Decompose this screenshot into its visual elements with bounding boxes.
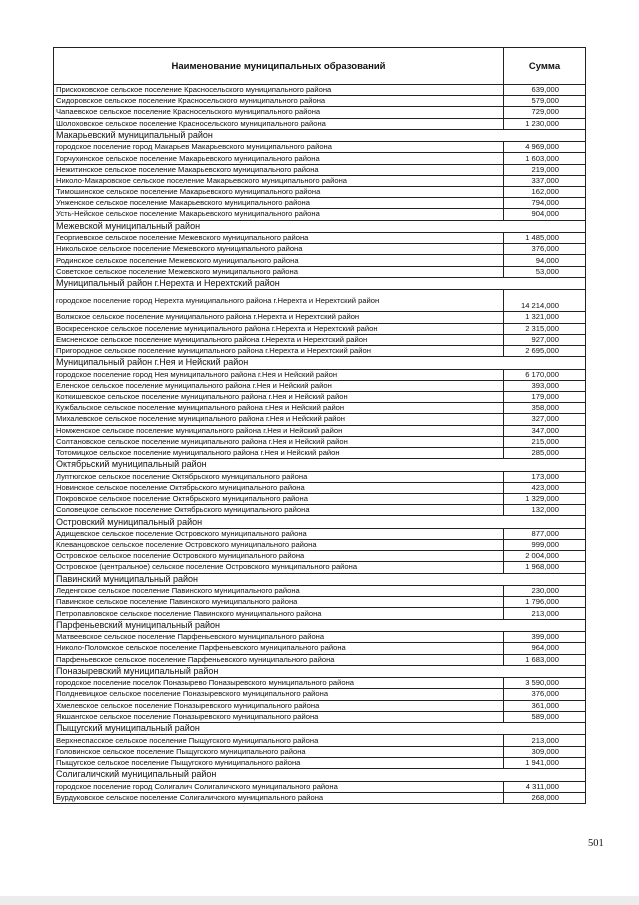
municipality-name: Луптюгское сельское поселение Октябрьского муниципального района xyxy=(54,471,504,482)
municipality-name: городское поселение город Макарьев Макарьевского муниципального района xyxy=(54,142,504,153)
municipality-name: Матвеевское сельское поселение Парфеньевского муниципального района xyxy=(54,632,504,643)
table-row xyxy=(54,142,586,153)
table-row xyxy=(54,654,586,665)
municipality-name: Прискоковское сельское поселение Красносельского муниципального района xyxy=(54,85,504,96)
table-row xyxy=(54,345,586,356)
municipality-name: Советское сельское поселение Межевского муниципального района xyxy=(54,266,504,277)
table-row xyxy=(54,96,586,107)
municipality-name: Солтановское сельское поселение муниципального района г.Нея и Нейский район xyxy=(54,436,504,447)
amount: 337,000 xyxy=(504,175,586,186)
amount: 589,000 xyxy=(504,711,586,722)
municipality-name: Тимошинское сельское поселение Макарьевского муниципального района xyxy=(54,187,504,198)
table-row xyxy=(54,528,586,539)
municipality-name: Соловецкое сельское поселение Октябрьского муниципального района xyxy=(54,505,504,516)
amount: 162,000 xyxy=(504,187,586,198)
table-row xyxy=(54,735,586,746)
table-row xyxy=(54,255,586,266)
municipality-name: Островское (центральное) сельское поселение Островского муниципального района xyxy=(54,562,504,573)
amount: 4 969,000 xyxy=(504,142,586,153)
amount: 94,000 xyxy=(504,255,586,266)
table-row xyxy=(54,107,586,118)
table-row xyxy=(54,608,586,619)
table-row xyxy=(54,153,586,164)
table-row xyxy=(54,700,586,711)
table-row xyxy=(54,414,586,425)
amount: 1 968,000 xyxy=(504,562,586,573)
amount: 53,000 xyxy=(504,266,586,277)
amount: 1 230,000 xyxy=(504,118,586,129)
amount: 347,000 xyxy=(504,425,586,436)
municipality-name: городское поселение город Нея муниципального района г.Нея и Нейский район xyxy=(54,369,504,380)
section-row xyxy=(54,220,586,233)
section-row xyxy=(54,619,586,632)
table-row xyxy=(54,403,586,414)
municipality-name: Усть-Нейское сельское поселение Макарьевского муниципального района xyxy=(54,209,504,220)
municipality-name: Новинское сельское поселение Октябрьского муниципального района xyxy=(54,482,504,493)
municipality-name: Кужбальское сельское поселение муниципального района г.Нея и Нейский район xyxy=(54,403,504,414)
amount: 268,000 xyxy=(504,792,586,803)
table-row xyxy=(54,757,586,768)
municipality-name: Георгиевское сельское поселение Межевского муниципального района xyxy=(54,233,504,244)
scan-bottom-edge xyxy=(0,896,639,905)
amount: 1 321,000 xyxy=(504,312,586,323)
municipality-name: городское поселение город Нерехта муниципального района г.Нерехта и Нерехтский район xyxy=(54,290,504,312)
section-title: Островский муниципальный район xyxy=(54,516,586,529)
table-header-row xyxy=(54,48,586,85)
amount: 1 683,000 xyxy=(504,654,586,665)
table-row xyxy=(54,369,586,380)
amount: 327,000 xyxy=(504,414,586,425)
table-row xyxy=(54,187,586,198)
municipal-sums-table xyxy=(53,47,586,804)
amount: 358,000 xyxy=(504,403,586,414)
amount: 173,000 xyxy=(504,471,586,482)
table-row xyxy=(54,471,586,482)
municipality-name: Еленское сельское поселение муниципального района г.Нея и Нейский район xyxy=(54,380,504,391)
amount: 376,000 xyxy=(504,689,586,700)
municipality-name: Парфеньевское сельское поселение Парфеньевского муниципального района xyxy=(54,654,504,665)
municipality-name: городское поселение поселок Поназырево Поназыревского муниципального района xyxy=(54,678,504,689)
amount: 729,000 xyxy=(504,107,586,118)
municipality-name: Унженское сельское поселение Макарьевского муниципального района xyxy=(54,198,504,209)
table-row xyxy=(54,678,586,689)
municipality-name: Петропавловское сельское поселение Павинского муниципального района xyxy=(54,608,504,619)
table-row xyxy=(54,266,586,277)
table-row xyxy=(54,198,586,209)
amount: 1 485,000 xyxy=(504,233,586,244)
amount: 219,000 xyxy=(504,164,586,175)
table-row xyxy=(54,175,586,186)
section-title: Поназыревский муниципальный район xyxy=(54,665,586,678)
amount: 904,000 xyxy=(504,209,586,220)
section-row xyxy=(54,129,586,142)
municipality-name: городское поселение город Солигалич Солигаличского муниципального района xyxy=(54,781,504,792)
amount: 393,000 xyxy=(504,380,586,391)
municipality-name: Бурдуковское сельское поселение Солигаличского муниципального района xyxy=(54,792,504,803)
municipality-name: Шолоховское сельское поселение Красносельского муниципального района xyxy=(54,118,504,129)
section-title: Муниципальный район г.Нерехта и Нерехтский район xyxy=(54,277,586,290)
section-row xyxy=(54,277,586,290)
table-row xyxy=(54,482,586,493)
amount: 215,000 xyxy=(504,436,586,447)
municipality-name: Верхнеспасское сельское поселение Пыщугского муниципального района xyxy=(54,735,504,746)
amount: 309,000 xyxy=(504,746,586,757)
header-name: Наименование муниципальных образований xyxy=(54,48,504,85)
amount: 376,000 xyxy=(504,244,586,255)
table-row xyxy=(54,689,586,700)
table-row xyxy=(54,380,586,391)
municipality-name: Пригородное сельское поселение муниципального района г.Нерехта и Нерехтский район xyxy=(54,345,504,356)
table-row xyxy=(54,436,586,447)
amount: 964,000 xyxy=(504,643,586,654)
section-title: Парфеньевский муниципальный район xyxy=(54,619,586,632)
section-row xyxy=(54,357,586,370)
amount: 639,000 xyxy=(504,85,586,96)
table-body xyxy=(54,85,586,804)
table-row xyxy=(54,792,586,803)
table-row xyxy=(54,586,586,597)
section-row xyxy=(54,769,586,782)
amount: 1 941,000 xyxy=(504,757,586,768)
section-title: Октябрьский муниципальный район xyxy=(54,459,586,472)
municipality-name: Клеванцовское сельское поселение Островского муниципального района xyxy=(54,540,504,551)
table-row xyxy=(54,505,586,516)
municipality-name: Коткишевское сельское поселение муниципального района г.Нея и Нейский район xyxy=(54,391,504,402)
table-row xyxy=(54,551,586,562)
municipality-name: Покровское сельское поселение Октябрьского муниципального района xyxy=(54,493,504,504)
section-title: Пыщугский муниципальный район xyxy=(54,722,586,735)
table-row xyxy=(54,746,586,757)
section-row xyxy=(54,665,586,678)
amount: 179,000 xyxy=(504,391,586,402)
amount: 579,000 xyxy=(504,96,586,107)
table-row xyxy=(54,711,586,722)
amount: 2 004,000 xyxy=(504,551,586,562)
municipality-name: Николо-Поломское сельское поселение Парфеньевского муниципального района xyxy=(54,643,504,654)
section-title: Муниципальный район г.Нея и Нейский район xyxy=(54,357,586,370)
amount: 285,000 xyxy=(504,447,586,458)
table-row xyxy=(54,493,586,504)
section-title: Павинский муниципальный район xyxy=(54,573,586,586)
table-row xyxy=(54,209,586,220)
municipality-name: Горчухинское сельское поселение Макарьевского муниципального района xyxy=(54,153,504,164)
table-row xyxy=(54,425,586,436)
amount: 794,000 xyxy=(504,198,586,209)
section-title: Макарьевский муниципальный район xyxy=(54,129,586,142)
table-row xyxy=(54,290,586,312)
table-row xyxy=(54,244,586,255)
table-row xyxy=(54,540,586,551)
municipality-name: Полдневицкое сельское поселение Поназыревского муниципального района xyxy=(54,689,504,700)
municipality-name: Нежитинское сельское поселение Макарьевского муниципального района xyxy=(54,164,504,175)
municipality-name: Головинское сельское поселение Пыщугского муниципального района xyxy=(54,746,504,757)
municipality-name: Павинское сельское поселение Павинского муниципального района xyxy=(54,597,504,608)
section-title: Межевской муниципальный район xyxy=(54,220,586,233)
amount: 999,000 xyxy=(504,540,586,551)
municipality-name: Родинское сельское поселение Межевского муниципального района xyxy=(54,255,504,266)
amount: 3 590,000 xyxy=(504,678,586,689)
municipality-name: Тотомицкое сельское поселение муниципального района г.Нея и Нейский район xyxy=(54,447,504,458)
municipality-name: Номженское сельское поселение муниципального района г.Нея и Нейский район xyxy=(54,425,504,436)
amount: 230,000 xyxy=(504,586,586,597)
section-row xyxy=(54,573,586,586)
section-title: Солигаличский муниципальный район xyxy=(54,769,586,782)
municipality-name: Николо-Макаровское сельское поселение Макарьевского муниципального района xyxy=(54,175,504,186)
section-row xyxy=(54,722,586,735)
amount: 14 214,000 xyxy=(504,290,586,312)
table-row xyxy=(54,632,586,643)
amount: 132,000 xyxy=(504,505,586,516)
municipality-name: Михалевское сельское поселение муниципального района г.Нея и Нейский район xyxy=(54,414,504,425)
municipality-name: Воскресенское сельское поселение муниципального района г.Нерехта и Нерехтский район xyxy=(54,323,504,334)
section-row xyxy=(54,459,586,472)
table-row xyxy=(54,391,586,402)
amount: 2 315,000 xyxy=(504,323,586,334)
amount: 6 170,000 xyxy=(504,369,586,380)
table-row xyxy=(54,562,586,573)
header-sum: Сумма xyxy=(504,48,586,85)
municipality-name: Пыщугское сельское поселение Пыщугского муниципального района xyxy=(54,757,504,768)
amount: 213,000 xyxy=(504,735,586,746)
amount: 423,000 xyxy=(504,482,586,493)
municipality-name: Никольское сельское поселение Межевского муниципального района xyxy=(54,244,504,255)
amount: 877,000 xyxy=(504,528,586,539)
table-row xyxy=(54,164,586,175)
amount: 927,000 xyxy=(504,334,586,345)
table-row xyxy=(54,334,586,345)
amount: 4 311,000 xyxy=(504,781,586,792)
page-number: 501 xyxy=(588,838,604,849)
amount: 2 695,000 xyxy=(504,345,586,356)
table-row xyxy=(54,781,586,792)
municipality-name: Чапаевское сельское поселение Красносельского муниципального района xyxy=(54,107,504,118)
table-row xyxy=(54,233,586,244)
table-row xyxy=(54,312,586,323)
amount: 399,000 xyxy=(504,632,586,643)
municipality-name: Адищевское сельское поселение Островского муниципального района xyxy=(54,528,504,539)
table-row xyxy=(54,118,586,129)
amount: 1 329,000 xyxy=(504,493,586,504)
municipality-name: Емсненское сельское поселение муниципального района г.Нерехта и Нерехтский район xyxy=(54,334,504,345)
table-row xyxy=(54,643,586,654)
amount: 213,000 xyxy=(504,608,586,619)
section-row xyxy=(54,516,586,529)
table-row xyxy=(54,323,586,334)
municipality-name: Якшангское сельское поселение Поназыревского муниципального района xyxy=(54,711,504,722)
amount: 1 603,000 xyxy=(504,153,586,164)
municipality-name: Островское сельское поселение Островского муниципального района xyxy=(54,551,504,562)
amount: 361,000 xyxy=(504,700,586,711)
municipality-name: Волжское сельское поселение муниципального района г.Нерехта и Нерехтский район xyxy=(54,312,504,323)
municipality-name: Сидоровское сельское поселение Красносельского муниципального района xyxy=(54,96,504,107)
municipality-name: Хмелевское сельское поселение Поназыревского муниципального района xyxy=(54,700,504,711)
municipality-name: Леденгское сельское поселение Павинского муниципального района xyxy=(54,586,504,597)
table-row xyxy=(54,447,586,458)
table-row xyxy=(54,85,586,96)
amount: 1 796,000 xyxy=(504,597,586,608)
table-row xyxy=(54,597,586,608)
